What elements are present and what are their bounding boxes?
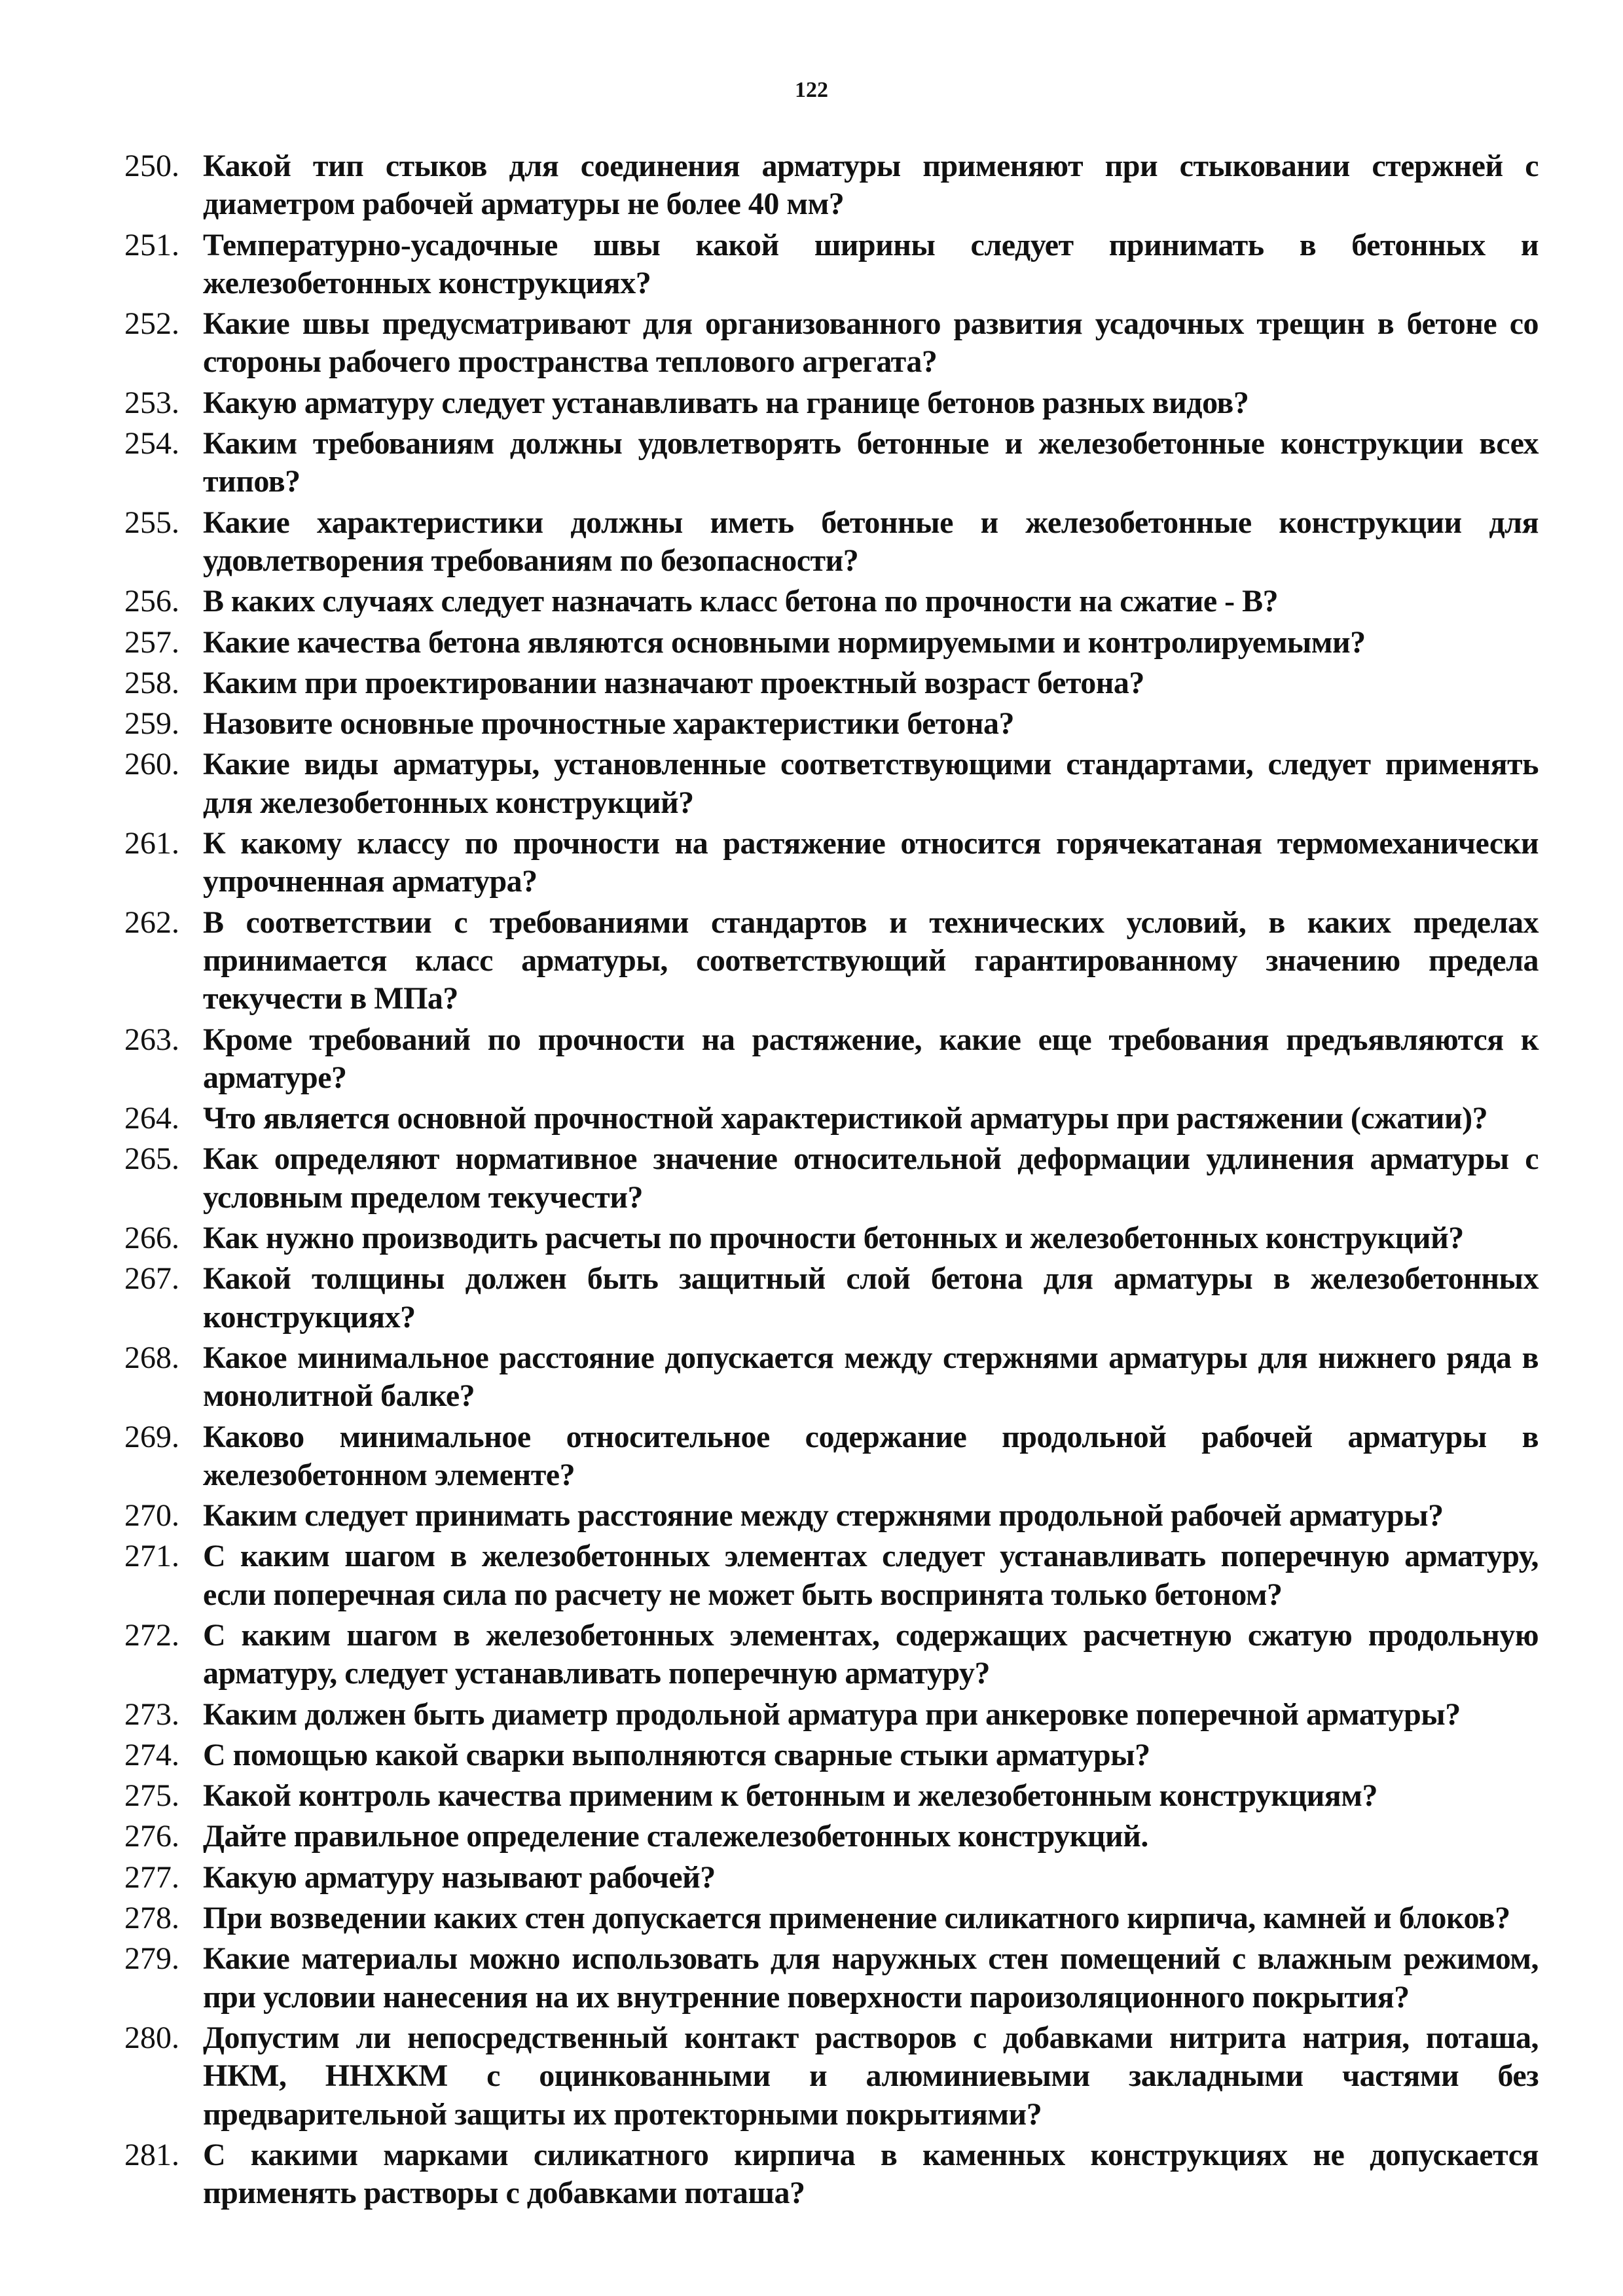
question-item xyxy=(124,1100,1539,1138)
question-text: С какими марками силикатного кирпича в каменных конструкциях не допускается применять растворы с добавками поташа? xyxy=(203,2137,1539,2211)
question-number: 265. xyxy=(124,1141,179,1177)
question-item xyxy=(124,147,1539,224)
question-number: 270. xyxy=(124,1498,179,1534)
question-text: Кроме требований по прочности на растяжение, какие еще требования предъявляются к арматуре? xyxy=(203,1022,1539,1095)
question-text: Каким требованиям должны удовлетворять бетонные и железобетонные конструкции всех типов? xyxy=(203,426,1539,499)
question-item xyxy=(124,1219,1539,1257)
question-item xyxy=(124,1859,1539,1897)
question-item xyxy=(124,1497,1539,1535)
question-number: 255. xyxy=(124,505,179,540)
question-number: 271. xyxy=(124,1539,179,1574)
question-text: Каким должен быть диаметр продольной арматура при анкеровке поперечной арматуры? xyxy=(203,1696,1461,1732)
question-item xyxy=(124,825,1539,901)
question-item xyxy=(124,1696,1539,1734)
question-item xyxy=(124,1260,1539,1336)
question-item xyxy=(124,2019,1539,2134)
question-item xyxy=(124,1736,1539,1774)
question-text: Какой толщины должен быть защитный слой бетона для арматуры в железобетонных конструкциях? xyxy=(203,1261,1539,1335)
question-text: Какую арматуру называют рабочей? xyxy=(203,1859,716,1895)
question-item xyxy=(124,583,1539,620)
question-number: 267. xyxy=(124,1261,179,1297)
question-item xyxy=(124,1140,1539,1217)
question-text: Каким при проектировании назначают проектный возраст бетона? xyxy=(203,665,1144,700)
question-text: Какие материалы можно использовать для наружных стен помещений с влажным режимом, при условии нанесения на их внутренние поверхности пароизоляционного покрытия? xyxy=(203,1941,1539,2015)
question-item xyxy=(124,384,1539,422)
question-number: 256. xyxy=(124,584,179,619)
question-number: 279. xyxy=(124,1941,179,1977)
question-number: 277. xyxy=(124,1859,179,1895)
question-number: 262. xyxy=(124,905,179,940)
question-item xyxy=(124,1339,1539,1416)
question-item xyxy=(124,664,1539,702)
question-number: 264. xyxy=(124,1101,179,1136)
question-number: 251. xyxy=(124,227,179,262)
question-text: Дайте правильное определение сталежелезобетонных конструкций. xyxy=(203,1819,1148,1854)
question-text: Каково минимальное относительное содержание продольной рабочей арматуры в железобетонном элементе? xyxy=(203,1419,1539,1492)
question-text: В каких случаях следует назначать класс бетона по прочности на сжатие - В? xyxy=(203,584,1279,619)
question-number: 252. xyxy=(124,306,179,342)
question-number: 276. xyxy=(124,1819,179,1854)
question-number: 280. xyxy=(124,2020,179,2055)
question-text: Какой контроль качества применим к бетонным и железобетонным конструкциям? xyxy=(203,1778,1377,1814)
question-text: Как определяют нормативное значение относительной деформации удлинения арматуры с условным пределом текучести? xyxy=(203,1141,1539,1215)
question-text: С каким шагом в железобетонных элементах, содержащих расчетную сжатую продольную арматуру, следует устанавливать поперечную арматуру? xyxy=(203,1617,1539,1691)
question-text: Какие качества бетона являются основными нормируемыми и контролируемыми? xyxy=(203,624,1366,660)
question-text: Что является основной прочностной характеристикой арматуры при растяжении (сжатии)? xyxy=(203,1101,1488,1136)
question-number: 278. xyxy=(124,1901,179,1936)
question-item xyxy=(124,904,1539,1018)
question-text: Какие виды арматуры, установленные соответствующими стандартами, следует применять для железобетонных конструкций? xyxy=(203,747,1539,820)
question-item xyxy=(124,1418,1539,1495)
question-item xyxy=(124,2136,1539,2213)
question-item xyxy=(124,1617,1539,1693)
question-number: 253. xyxy=(124,385,179,420)
question-item xyxy=(124,226,1539,303)
question-text: С помощью какой сварки выполняются сварные стыки арматуры? xyxy=(203,1737,1150,1772)
question-item xyxy=(124,1537,1539,1614)
question-number: 268. xyxy=(124,1340,179,1375)
question-item xyxy=(124,745,1539,822)
question-text: С каким шагом в железобетонных элементах следует устанавливать поперечную арматуру, если поперечная сила по расчету не может быть воспринята только бетоном? xyxy=(203,1539,1539,1612)
question-number: 257. xyxy=(124,624,179,660)
question-text: При возведении каких стен допускается применение силикатного кирпича, камней и блоков? xyxy=(203,1901,1510,1936)
question-item xyxy=(124,1021,1539,1098)
question-text: Какие характеристики должны иметь бетонные и железобетонные конструкции для удовлетворения требованиям по безопасности? xyxy=(203,505,1539,578)
question-text: Каким следует принимать расстояние между стержнями продольной рабочей арматуры? xyxy=(203,1498,1444,1534)
question-text: Какие швы предусматривают для организованного развития усадочных трещин в бетоне со стороны рабочего пространства теплового агрегата? xyxy=(203,306,1539,380)
question-list xyxy=(124,147,1539,2215)
question-item xyxy=(124,1899,1539,1937)
question-number: 260. xyxy=(124,747,179,782)
question-item xyxy=(124,624,1539,662)
question-number: 254. xyxy=(124,426,179,461)
question-number: 281. xyxy=(124,2137,179,2172)
question-text: Допустим ли непосредственный контакт растворов с добавками нитрита натрия, поташа, НКМ, ННХКМ с оцинкованными и алюминиевыми закладными частями без предварительной защиты их протекторными покрытиями? xyxy=(203,2020,1539,2132)
question-item xyxy=(124,305,1539,382)
question-item xyxy=(124,425,1539,501)
question-text: К какому классу по прочности на растяжение относится горячекатаная термомеханически упрочненная арматура? xyxy=(203,826,1539,899)
page-number: 122 xyxy=(795,78,828,102)
question-number: 261. xyxy=(124,826,179,861)
question-text: Температурно-усадочные швы какой ширины следует принимать в бетонных и железобетонных конструкциях? xyxy=(203,227,1539,300)
question-item xyxy=(124,1818,1539,1856)
question-text: Какую арматуру следует устанавливать на границе бетонов разных видов? xyxy=(203,385,1249,420)
question-text: В соответствии с требованиями стандартов и технических условий, в каких пределах принимается класс арматуры, соответствующий гарантированному значению предела текучести в МПа? xyxy=(203,905,1539,1016)
question-number: 272. xyxy=(124,1617,179,1653)
question-number: 275. xyxy=(124,1778,179,1814)
question-text: Какое минимальное расстояние допускается между стержнями арматуры для нижнего ряда в монолитной балке? xyxy=(203,1340,1539,1414)
question-item xyxy=(124,1777,1539,1815)
question-number: 273. xyxy=(124,1696,179,1732)
question-text: Назовите основные прочностные характеристики бетона? xyxy=(203,706,1014,742)
question-number: 258. xyxy=(124,665,179,700)
question-number: 266. xyxy=(124,1221,179,1256)
question-item xyxy=(124,504,1539,581)
question-item xyxy=(124,705,1539,743)
question-number: 269. xyxy=(124,1419,179,1454)
question-number: 250. xyxy=(124,149,179,183)
question-item xyxy=(124,1940,1539,2017)
question-number: 263. xyxy=(124,1022,179,1057)
question-text: Какой тип стыков для соединения арматуры применяют при стыковании стержней с диаметром рабочей арматуры не более 40 мм? xyxy=(203,149,1539,222)
question-text: Как нужно производить расчеты по прочности бетонных и железобетонных конструкций? xyxy=(203,1221,1464,1256)
question-number: 259. xyxy=(124,706,179,742)
question-number: 274. xyxy=(124,1737,179,1772)
